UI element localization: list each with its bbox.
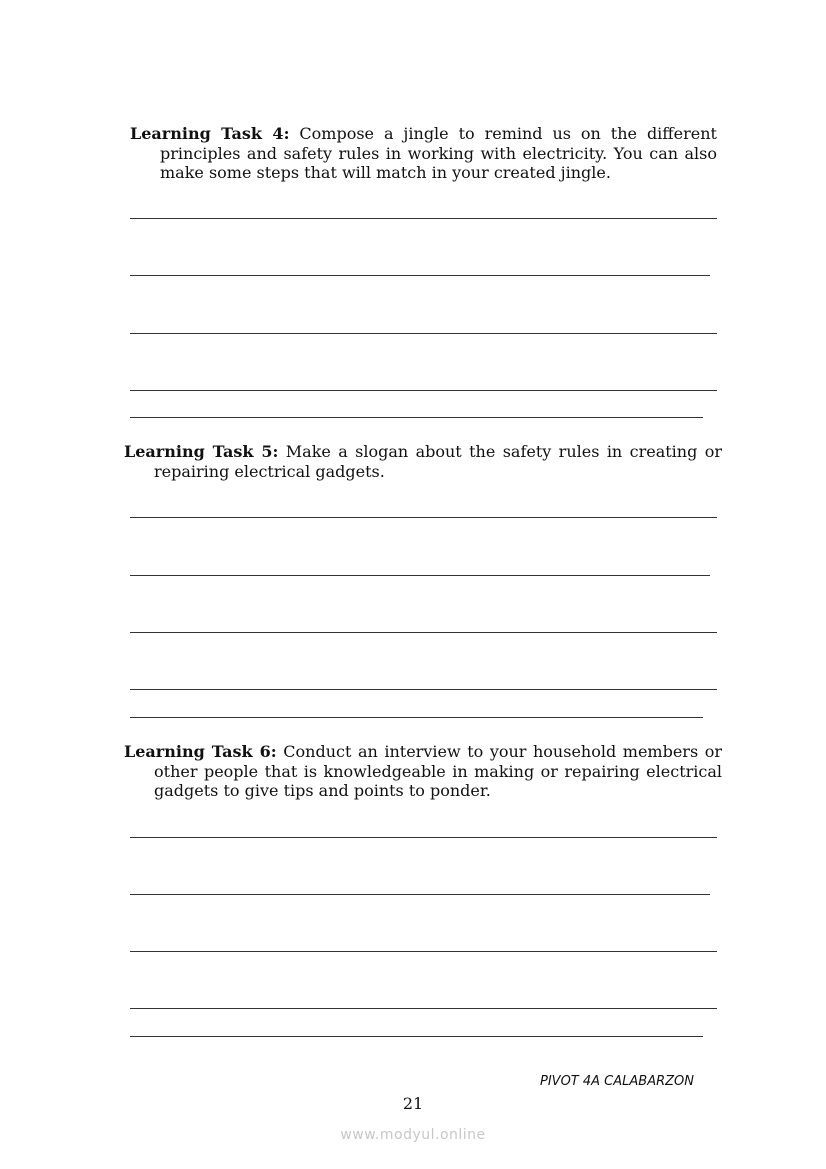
task-5-text-line-1: Make a slogan about the safety rules in creating or [285, 442, 722, 461]
answer-line[interactable] [130, 894, 710, 895]
answer-line[interactable] [130, 717, 703, 718]
task-5-first-line [124, 442, 722, 462]
task-6-first-line [124, 742, 722, 762]
answer-line[interactable] [130, 689, 717, 690]
learning-task-6 [124, 742, 722, 801]
learning-task-4 [130, 124, 717, 183]
answer-line[interactable] [130, 575, 710, 576]
learning-task-5 [124, 442, 722, 481]
answer-line[interactable] [130, 632, 717, 633]
task-5-heading: Learning Task 5: [124, 442, 279, 461]
task-4-text-line-2: principles and safety rules in working with electricity. You can also [160, 143, 717, 163]
task-5-text-line-2: repairing electrical gadgets. [154, 461, 385, 481]
task-4-text-line-3: make some steps that will match in your created jingle. [160, 163, 611, 182]
footer-label: PIVOT 4A CALABARZON [540, 1074, 694, 1089]
answer-line[interactable] [130, 1036, 703, 1037]
answer-line[interactable] [130, 275, 710, 276]
task-6-text-line-1: Conduct an interview to your household members or [283, 742, 722, 761]
watermark: www.modyul.online [340, 1127, 486, 1143]
answer-line[interactable] [130, 837, 717, 838]
answer-line[interactable] [130, 417, 703, 418]
task-6-text-line-3: gadgets to give tips and points to ponder. [154, 781, 491, 800]
task-4-text-line-1: Compose a jingle to remind us on the different [299, 124, 717, 143]
task-4-heading: Learning Task 4: [130, 124, 290, 143]
task-6-heading: Learning Task 6: [124, 742, 277, 761]
task-4-first-line [130, 124, 717, 144]
answer-line[interactable] [130, 333, 717, 334]
answer-line[interactable] [130, 951, 717, 952]
answer-line[interactable] [130, 517, 717, 518]
page-number: 21 [402, 1094, 424, 1113]
answer-line[interactable] [130, 218, 717, 219]
answer-line[interactable] [130, 390, 717, 391]
task-6-text-line-2: other people that is knowledgeable in making or repairing electrical [154, 761, 722, 781]
answer-line[interactable] [130, 1008, 717, 1009]
